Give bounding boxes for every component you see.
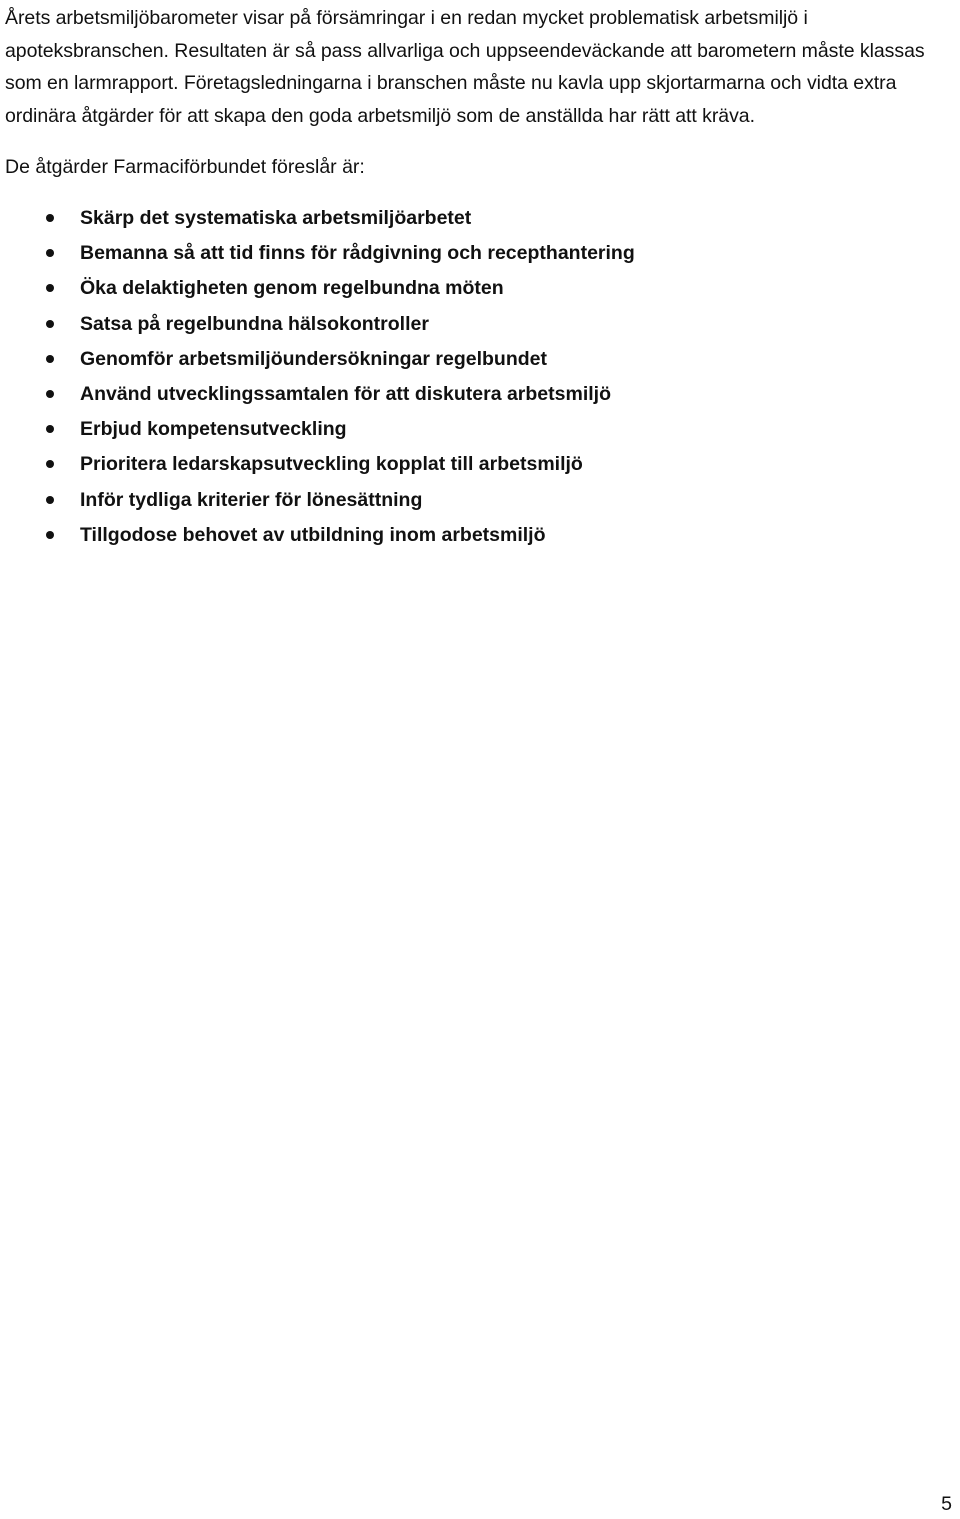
list-item-text: Använd utvecklingssamtalen för att diskutera arbetsmiljö — [80, 382, 611, 405]
bullet-icon — [46, 390, 54, 398]
list-item-text: Öka delaktigheten genom regelbundna möten — [80, 277, 504, 300]
list-item — [0, 202, 940, 237]
list-item-text: Prioritera ledarskapsutveckling kopplat till arbetsmiljö — [80, 453, 583, 476]
bullet-icon — [46, 496, 54, 504]
list-lead: De åtgärder Farmaciförbundet föreslår är: — [5, 156, 365, 178]
list-item — [0, 343, 940, 378]
measures-list — [0, 202, 940, 554]
list-item-text: Genomför arbetsmiljöundersökningar regelbundet — [80, 347, 547, 370]
list-item-text: Satsa på regelbundna hälsokontroller — [80, 312, 429, 335]
bullet-icon — [46, 284, 54, 292]
list-item — [0, 237, 940, 272]
list-item-text: Bemanna så att tid finns för rådgivning och recepthantering — [80, 242, 635, 265]
list-item-text: Inför tydliga kriterier för lönesättning — [80, 488, 423, 511]
list-item-text: Skärp det systematiska arbetsmiljöarbetet — [80, 207, 472, 229]
list-item-text: Erbjud kompetensutveckling — [80, 418, 347, 441]
list-item — [0, 378, 940, 413]
intro-paragraph: Årets arbetsmiljöbarometer visar på försämringar i en redan mycket problematisk arbetsmiljö i apoteksbranschen. Resultaten är så pass allvarliga och uppseendeväckande att barometern måste klassas som en larmrapport. Företagsledningarna i branschen måste nu kavla upp skjortarmarna och vidta extra ordinära åtgärder för att skapa den goda arbetsmiljö som de anställda har rätt att kräva. — [5, 7, 925, 127]
list-item — [0, 484, 940, 519]
list-item — [0, 272, 940, 307]
list-item — [0, 448, 940, 483]
bullet-icon — [46, 460, 54, 468]
list-item — [0, 519, 940, 554]
bullet-icon — [46, 425, 54, 433]
page-number: 5 — [941, 1493, 952, 1515]
list-item-text: Tillgodose behovet av utbildning inom arbetsmiljö — [80, 523, 546, 546]
bullet-icon — [46, 355, 54, 363]
bullet-icon — [46, 320, 54, 328]
bullet-icon — [46, 531, 54, 539]
list-item — [0, 308, 940, 343]
bullet-icon — [46, 249, 54, 257]
list-item — [0, 413, 940, 448]
bullet-icon — [46, 214, 54, 222]
